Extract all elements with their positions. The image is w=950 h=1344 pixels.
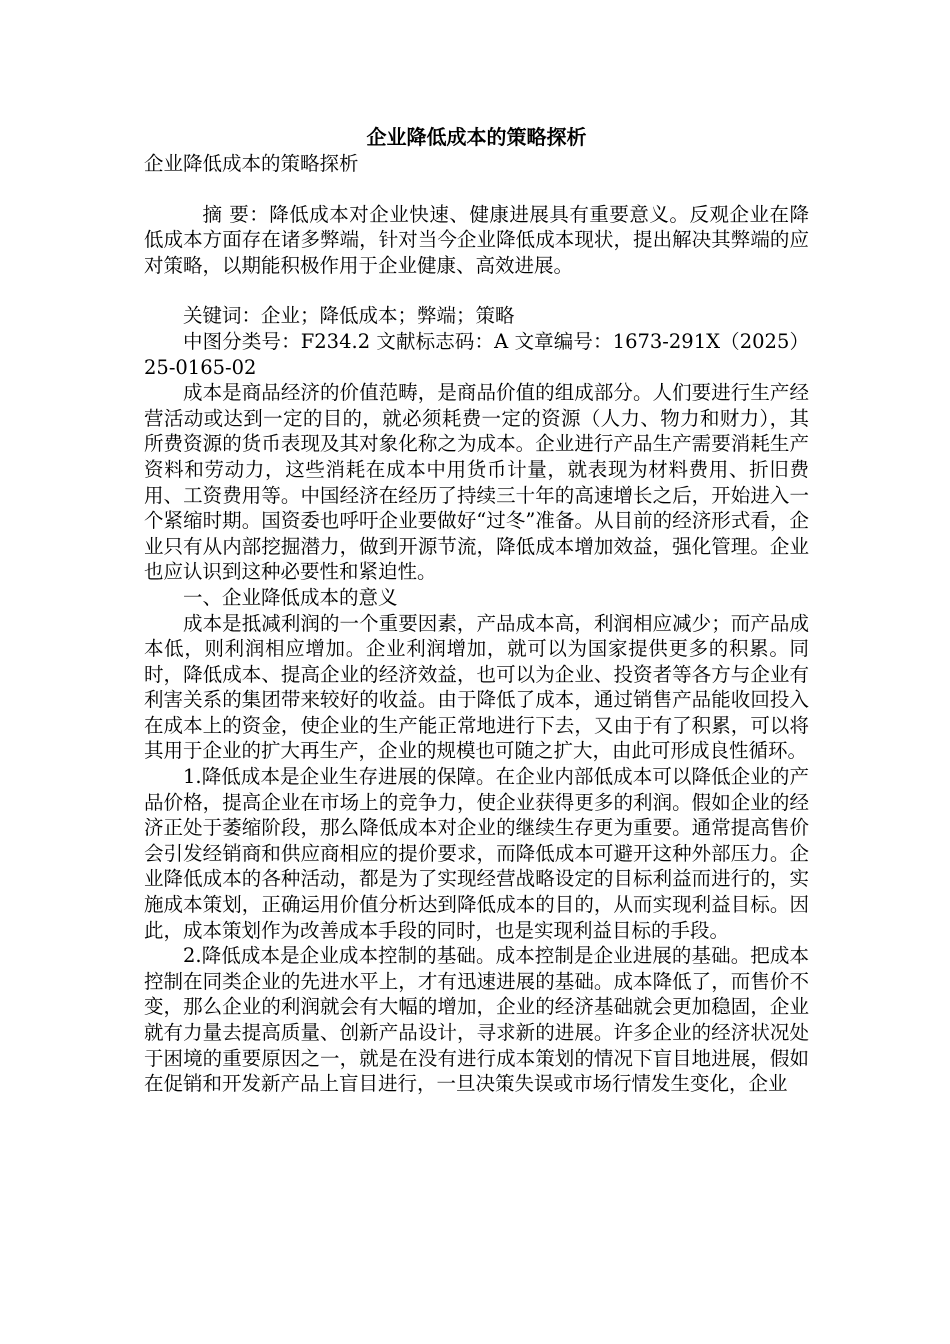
classification-line: 中图分类号：F234.2 文献标志码：A 文章编号：1673-291X（2025）25-0165-02 [144, 329, 809, 379]
body-paragraph: 2.降低成本是企业成本控制的基础。成本控制是企业进展的基础。把成本控制在同类企业的先进水平上，才有迅速进展的基础。成本降低了，而售价不变，那么企业的利润就会有大幅的增加，企业的经济基础就会更加稳固，企业就有力量去提高质量、创新产品设计，寻求新的进展。许多企业的经济状况处于困境的重要原因之一，就是在没有进行成本策划的情况下盲目地进展，假如在促销和开发新产品上盲目进行，一旦决策失误或市场行情发生变化，企业 [144, 944, 809, 1096]
section-heading: 一、企业降低成本的意义 [183, 585, 398, 609]
document-page [144, 124, 809, 1097]
body-paragraph: 成本是商品经济的价值范畴，是商品价值的组成部分。人们要进行生产经营活动或达到一定的目的，就必须耗费一定的资源（人力、物力和财力），其所费资源的货币表现及其对象化称之为成本。企业进行产品生产需要消耗生产资料和劳动力，这些消耗在成本中用货币计量，就表现为材料费用、折旧费用、工资费用等。中国经济在经历了持续三十年的高速增长之后，开始进入一个紧缩时期。国资委也呼吁企业要做好“过冬”准备。从目前的经济形式看，企业只有从内部挖掘潜力，做到开源节流，降低成本增加效益，强化管理。企业也应认识到这种必要性和紧迫性。 [144, 381, 809, 584]
document-title: 企业降低成本的策略探析 [366, 125, 587, 149]
body-paragraph: 1.降低成本是企业生存进展的保障。在企业内部低成本可以降低企业的产品价格，提高企业在市场上的竞争力，使企业获得更多的利润。假如企业的经济正处于萎缩阶段，那么降低成本对企业的继续生存更为重要。通常提高售价会引发经销商和供应商相应的提价要求，而降低成本可避开这种外部压力。企业降低成本的各种活动，都是为了实现经营战略设定的目标利益而进行的，实施成本策划，正确运用价值分析达到降低成本的目的，从而实现利益目标。因此，成本策划作为改善成本手段的同时，也是实现利益目标的手段。 [144, 765, 809, 942]
body-paragraph: 成本是抵减利润的一个重要因素，产品成本高，利润相应减少；而产品成本低，则利润相应增加。企业利润增加，就可以为国家提供更多的积累。同时，降低成本、提高企业的经济效益，也可以为企业、投资者等各方与企业有利害关系的集团带来较好的收益。由于降低了成本，通过销售产品能收回投入在成本上的资金，使企业的生产能正常地进行下去，又由于有了积累，可以将其用于企业的扩大再生产，企业的规模也可随之扩大，由此可形成良性循环。 [144, 611, 809, 763]
abstract-paragraph: 摘 要：降低成本对企业快速、健康进展具有重要意义。反观企业在降低成本方面存在诸多弊端，针对当今企业降低成本现状，提出解决其弊端的应对策略，以期能积极作用于企业健康、高效进展。 [144, 202, 809, 277]
keywords-line: 关键词：企业；降低成本；弊端；策略 [183, 304, 515, 328]
document-subtitle: 企业降低成本的策略探析 [144, 152, 359, 175]
